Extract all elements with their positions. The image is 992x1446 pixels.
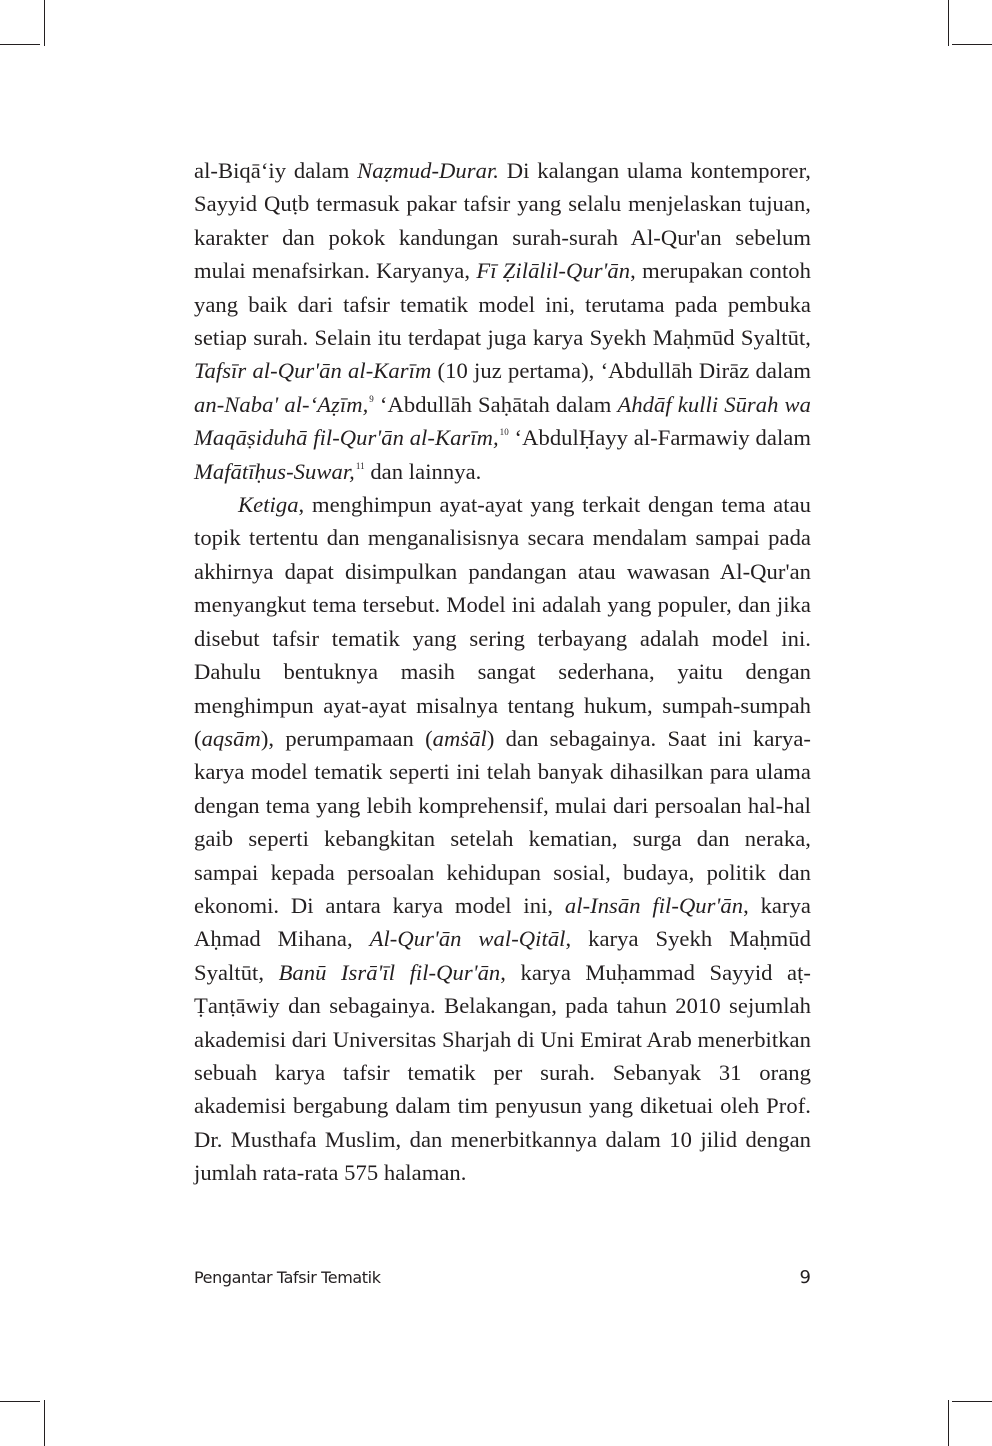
crop-mark-top-right-horizontal — [952, 44, 992, 45]
text-run: dan lainnya. — [364, 458, 482, 484]
italic-title: Banū Isrā'īl fil-Qur'ān — [278, 959, 501, 985]
crop-mark-top-left-vertical — [44, 0, 45, 46]
italic-title: an-Naba' al-ʻAẓīm, — [194, 391, 369, 417]
crop-mark-top-left-horizontal — [0, 44, 40, 45]
footnote-ref: 10 — [499, 427, 509, 438]
text-run: , merupakan contoh yang baik dari tafsir tematik model ini, terutama pada pembuka setiap surah. Selain itu terdapat juga karya Syekh Maḥmūd Syaltūt, — [194, 258, 811, 351]
italic-title: Mafātīḥus-Suwar, — [194, 458, 355, 484]
italic-title: al-Insān fil-Qur'ān — [564, 892, 744, 918]
text-run: , menghimpun ayat-ayat yang terkait dengan tema atau topik tertentu dan menganalisisnya secara mendalam sampai pada akhirnya dapat disimpulkan pandangan atau wawasan Al-Qur'an menyangkut tema tersebut. Model ini adalah yang populer, dan jika disebut tafsir tematik yang sering terbayang adalah model ini. Dahulu bentuknya masih sangat sederhana, yaitu dengan menghimpun ayat-ayat misalnya tentang hukum, sumpah-sumpah ( — [194, 492, 811, 751]
text-run: (10 juz pertama), ʻAbdullāh Dirāz dalam — [431, 358, 811, 384]
italic-title: Tafsīr al-Qur'ān al-Karīm — [194, 358, 432, 384]
text-run: ), perumpamaan ( — [260, 725, 433, 751]
text-run: ) dan sebagainya. Saat ini karya-karya model tematik seperti ini telah banyak dihasilkan para ulama dengan tema yang lebih komprehensif, mulai dari persoalan hal-hal gaib seperti kebangkitan setelah kematian, surga dan neraka, sampai kepada persoalan kehidupan sosial, budaya, politik dan ekonomi. Di antara karya model ini, — [194, 725, 811, 918]
text-run: ʻAbdulḤayy al-Farmawiy dalam — [508, 425, 811, 451]
crop-mark-bottom-left-vertical — [44, 1400, 45, 1446]
paragraph-2 — [194, 488, 811, 1190]
italic-title: Fī Ẓilālil-Qur'ān — [476, 258, 631, 284]
running-footer-title: Pengantar Tafsir Tematik — [194, 1268, 381, 1287]
italic-title: Naẓmud-Durar. — [357, 158, 499, 183]
text-run: al-Biqāʻiy dalam — [194, 158, 358, 183]
text-run: Di kalangan ulama kontemporer, Sayyid Quṭb termasuk pakar tafsir yang selalu menjelaskan tujuan, karakter dan pokok kandungan surah-surah Al-Qur'an sebelum mulai menafsirkan. Karyanya, — [194, 158, 811, 284]
italic-title: amṡāl — [432, 725, 487, 751]
text-run: , karya Aḥmad Mihana, — [194, 892, 811, 952]
italic-title: aqsām — [201, 725, 261, 751]
italic-title: Ketiga — [238, 492, 299, 518]
text-run: , karya Syekh Maḥmūd Syaltūt, — [194, 926, 811, 985]
text-run: , karya Muḥammad Sayyid aṭ-Ṭanṭāwiy dan sebagainya. Belakangan, pada tahun 2010 sejumlah akademisi dari Universitas Sharjah di Uni Emirat Arab menerbitkan sebuah karya tafsir tematik per surah. Sebanyak 31 orang akademisi bergabung dalam tim penyusun yang diketuai oleh Prof. Dr. Musthafa Muslim, dan menerbitkannya dalam 10 jilid dengan jumlah rata-rata 575 halaman. — [194, 959, 811, 1186]
text-run: ʻAbdullāh Saḥātah dalam — [373, 391, 618, 417]
crop-mark-bottom-right-horizontal — [952, 1401, 992, 1402]
italic-title: Ahdāf kulli Sūrah wa Maqāṣiduhā fil-Qur'ān al-Karīm, — [194, 391, 811, 451]
page-number: 9 — [799, 1267, 811, 1288]
footnote-ref: 9 — [369, 393, 374, 404]
paragraph-1 — [194, 154, 811, 488]
crop-mark-bottom-right-vertical — [948, 1400, 949, 1446]
italic-title: Al-Qur'ān wal-Qitāl — [369, 926, 566, 952]
crop-mark-top-right-vertical — [948, 0, 949, 46]
body-text — [194, 154, 811, 1190]
footnote-ref: 11 — [355, 460, 365, 471]
crop-mark-bottom-left-horizontal — [0, 1401, 40, 1402]
